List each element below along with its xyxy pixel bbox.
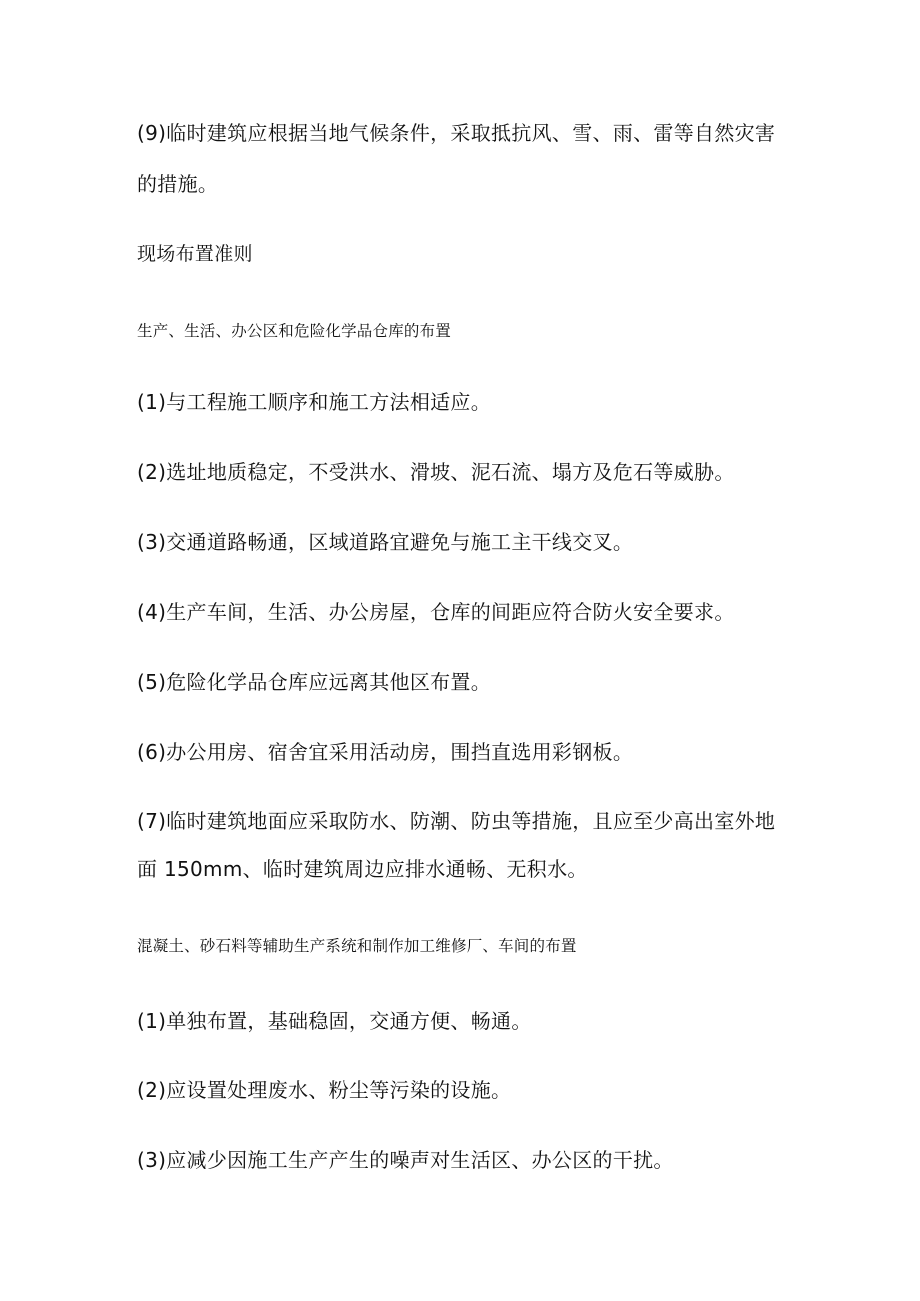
list-item: (2)选址地质稳定，不受洪水、滑坡、泥石流、塌方及危石等威胁。 (137, 460, 735, 484)
list-item: (6)办公用房、宿舍宜采用活动房，围挡直选用彩钢板。 (137, 740, 634, 764)
list-item: (5)危险化学品仓库应远离其他区布置。 (137, 670, 492, 694)
subsection-title: 混凝土、砂石料等辅助生产系统和制作加工维修厂、车间的布置 (137, 937, 577, 955)
item-9-line-2: 的措施。 (137, 172, 219, 196)
list-item: (3)应减少因施工生产产生的噪声对生活区、办公区的干扰。 (137, 1148, 674, 1172)
item-9-line-1: (9)临时建筑应根据当地气候条件，采取抵抗风、雪、雨、雷等自然灾害 (137, 121, 776, 145)
subsection-title: 生产、生活、办公区和危险化学品仓库的布置 (137, 322, 452, 340)
list-item: (4)生产车间，生活、办公房屋，仓库的间距应符合防火安全要求。 (137, 600, 735, 624)
list-item: (2)应设置处理废水、粉尘等污染的设施。 (137, 1078, 512, 1102)
list-item: 面 150mm、临时建筑周边应排水通畅、无积水。 (137, 857, 588, 881)
section-title: 现场布置准则 (137, 243, 253, 265)
list-item: (1)与工程施工顺序和施工方法相适应。 (137, 390, 492, 414)
list-item: (7)临时建筑地面应采取防水、防潮、防虫等措施，且应至少高出室外地 (137, 809, 776, 833)
list-item: (1)单独布置，基础稳固，交通方便、畅通。 (137, 1009, 532, 1033)
list-item: (3)交通道路畅通，区域道路宜避免与施工主干线交叉。 (137, 530, 634, 554)
